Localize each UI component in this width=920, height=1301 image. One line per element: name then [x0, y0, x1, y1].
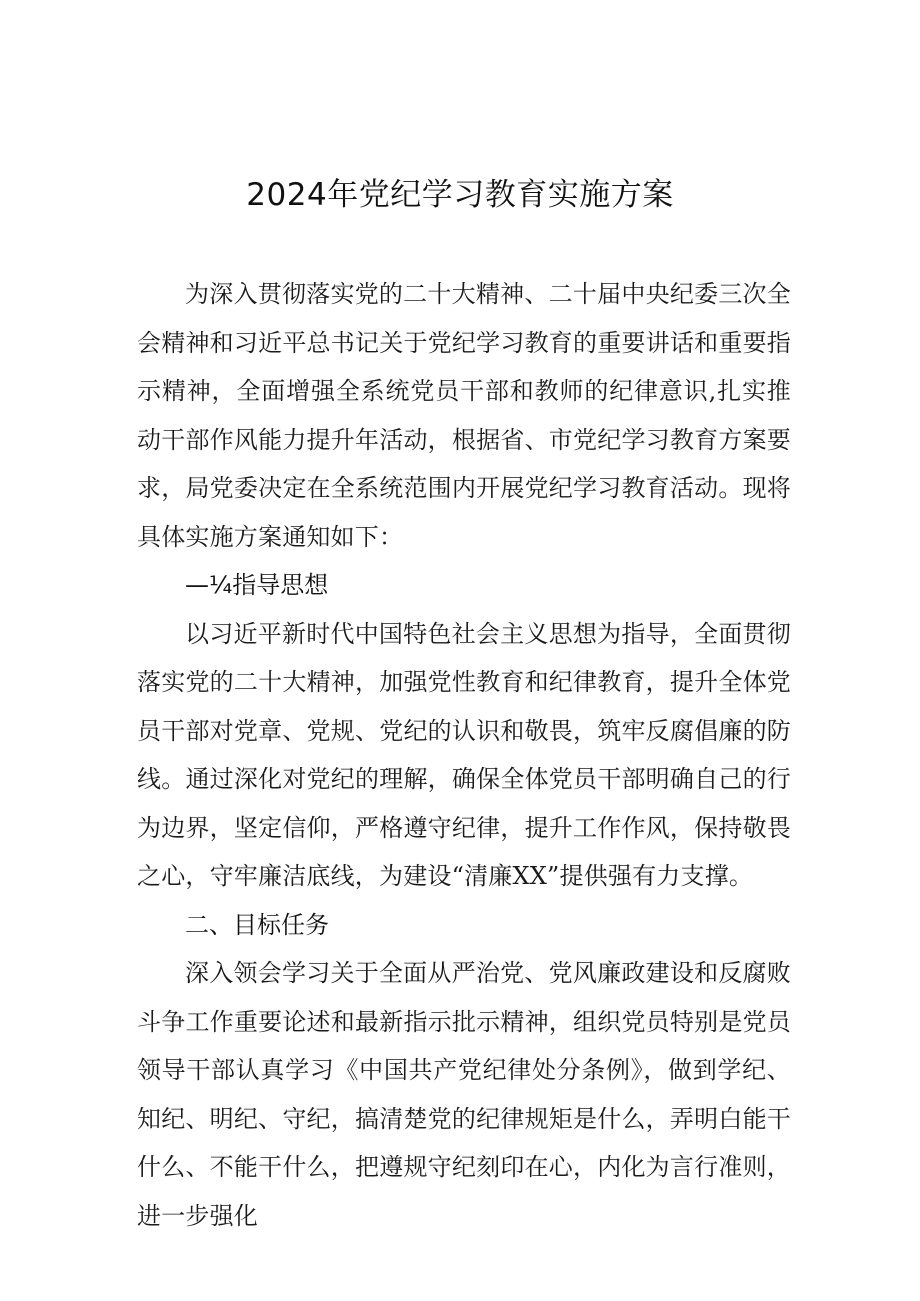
section-heading-guiding-ideology: —¼指导思想: [185, 571, 329, 599]
intro-paragraph: 为深入贯彻落实党的二十大精神、二十届中央纪委三次全会精神和习近平总书记关于党纪学习教育的重要讲话和重要指示精神，全面增强全系统党员干部和教师的纪律意识,扎实推动干部作风能力提升年活动，根据省、市党纪学习教育方案要求，局党委决定在全系统范围内开展党纪学习教育活动。现将具体实施方案通知如下：: [137, 280, 791, 551]
document-body: [137, 270, 791, 1240]
section-body-guiding-ideology: 以习近平新时代中国特色社会主义思想为指导，全面贯彻落实党的二十大精神，加强党性教育和纪律教育，提升全体党员干部对党章、党规、党纪的认识和敬畏，筑牢反腐倡廉的防线。通过深化对党纪的理解，确保全体党员干部明确自己的行为边界，坚定信仰，严格遵守纪律，提升工作作风，保持敬畏之心，守牢廉洁底线，为建设“清廉XX”提供强有力支撑。: [137, 619, 791, 890]
document-title: 2024年党纪学习教育实施方案: [246, 177, 674, 213]
section-heading-objectives: 二、目标任务: [185, 910, 329, 939]
section-body-objectives: 深入领会学习关于全面从严治党、党风廉政建设和反腐败斗争工作重要论述和最新指示批示精神，组织党员特别是党员领导干部认真学习《中国共产党纪律处分条例》，做到学纪、知纪、明纪、守纪，搞清楚党的纪律规矩是什么，弄明白能干什么、不能干什么，把遵规守纪刻印在心，内化为言行准则，进一步强化: [137, 959, 791, 1230]
